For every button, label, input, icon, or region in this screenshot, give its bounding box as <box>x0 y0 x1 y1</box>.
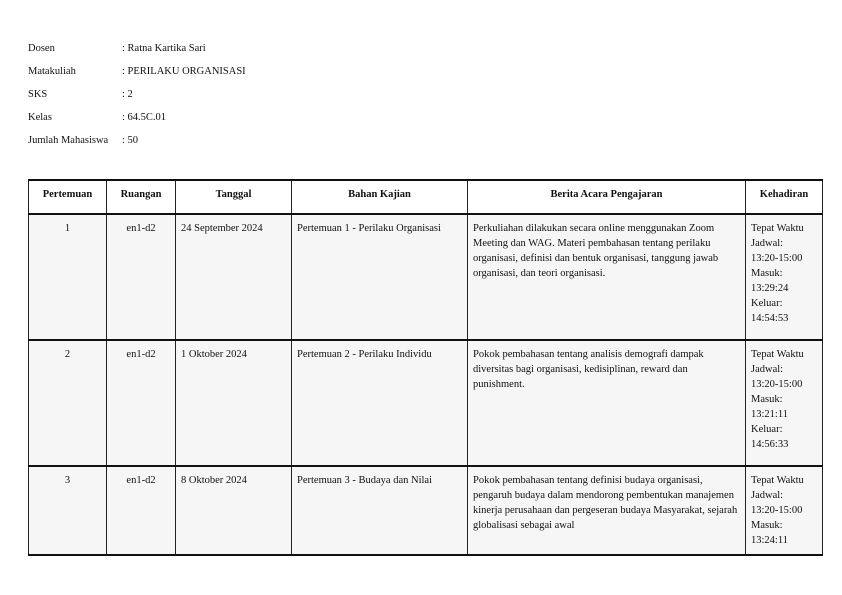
info-label: Matakuliah <box>28 66 76 77</box>
attendance-status: Tepat Waktu <box>751 223 804 234</box>
cell-tanggal: 24 September 2024 <box>176 214 292 340</box>
cell-kehadiran <box>746 340 823 466</box>
check-in-label: Masuk: <box>751 268 783 279</box>
info-row-kelas <box>28 111 246 134</box>
info-row-sks <box>28 88 246 111</box>
info-label: Jumlah Mahasiswa <box>28 135 109 146</box>
check-in-label: Masuk: <box>751 520 783 531</box>
teaching-report-table <box>28 179 823 556</box>
check-out-label: Keluar: <box>751 424 783 435</box>
cell-ruangan: en1-d2 <box>107 214 176 340</box>
cell-berita-acara: Pokok pembahasan tentang definisi budaya organisasi, pengaruh budaya dalam mendorong pembentukan manajemen kinerja perusahaan dan pergeseran budaya Masyarakat, sejarah globalisasi sebagai awal <box>468 466 746 555</box>
cell-tanggal: 1 Oktober 2024 <box>176 340 292 466</box>
check-out-label: Keluar: <box>751 298 783 309</box>
check-out-value: 14:54:53 <box>751 313 789 324</box>
table-row <box>29 340 823 466</box>
schedule-label: Jadwal: <box>751 490 784 501</box>
schedule-value: 13:20-15:00 <box>751 253 803 264</box>
cell-pertemuan: 3 <box>29 466 107 555</box>
info-value: : Ratna Kartika Sari <box>122 43 206 54</box>
check-in-value: 13:29:24 <box>751 283 789 294</box>
check-in-value: 13:21:11 <box>751 409 788 420</box>
schedule-value: 13:20-15:00 <box>751 379 803 390</box>
header-bahan-kajian: Bahan Kajian <box>292 180 468 214</box>
course-info <box>28 42 246 157</box>
info-label: Dosen <box>28 43 55 54</box>
info-value: : 64.5C.01 <box>122 112 167 123</box>
check-out-value: 14:56:33 <box>751 439 789 450</box>
cell-tanggal: 8 Oktober 2024 <box>176 466 292 555</box>
cell-kehadiran <box>746 466 823 555</box>
schedule-value: 13:20-15:00 <box>751 505 803 516</box>
header-tanggal: Tanggal <box>176 180 292 214</box>
table-row <box>29 466 823 555</box>
header-pertemuan: Pertemuan <box>29 180 107 214</box>
header-berita-acara: Berita Acara Pengajaran <box>468 180 746 214</box>
attendance-status: Tepat Waktu <box>751 349 804 360</box>
cell-ruangan: en1-d2 <box>107 466 176 555</box>
info-row-jumlah-mahasiswa <box>28 134 246 157</box>
cell-pertemuan: 1 <box>29 214 107 340</box>
cell-pertemuan: 2 <box>29 340 107 466</box>
cell-bahan-kajian: Pertemuan 3 - Budaya dan Nilai <box>292 466 468 555</box>
cell-bahan-kajian: Pertemuan 1 - Perilaku Organisasi <box>292 214 468 340</box>
header-ruangan: Ruangan <box>107 180 176 214</box>
cell-kehadiran <box>746 214 823 340</box>
info-row-matakuliah <box>28 65 246 88</box>
cell-ruangan: en1-d2 <box>107 340 176 466</box>
info-label: SKS <box>28 89 48 100</box>
check-in-label: Masuk: <box>751 394 783 405</box>
schedule-label: Jadwal: <box>751 238 784 249</box>
info-label: Kelas <box>28 112 52 123</box>
info-value: : PERILAKU ORGANISASI <box>122 66 246 77</box>
info-row-dosen <box>28 42 246 65</box>
schedule-label: Jadwal: <box>751 364 784 375</box>
attendance-status: Tepat Waktu <box>751 475 804 486</box>
cell-berita-acara: Pokok pembahasan tentang analisis demografi dampak diversitas bagi organisasi, kedisiplinan, reward dan punishment. <box>468 340 746 466</box>
cell-berita-acara: Perkuliahan dilakukan secara online menggunakan Zoom Meeting dan WAG. Materi pembahasan tentang perilaku organisasi, definisi dan bentuk organisasi, tanggung jawab organisasi, dan teori organisasi. <box>468 214 746 340</box>
check-in-value: 13:24:11 <box>751 535 788 546</box>
info-value: : 50 <box>122 135 139 146</box>
table-row <box>29 214 823 340</box>
header-kehadiran: Kehadiran <box>746 180 823 214</box>
cell-bahan-kajian: Pertemuan 2 - Perilaku Individu <box>292 340 468 466</box>
info-value: : 2 <box>122 89 133 100</box>
table-header-row <box>29 180 823 214</box>
